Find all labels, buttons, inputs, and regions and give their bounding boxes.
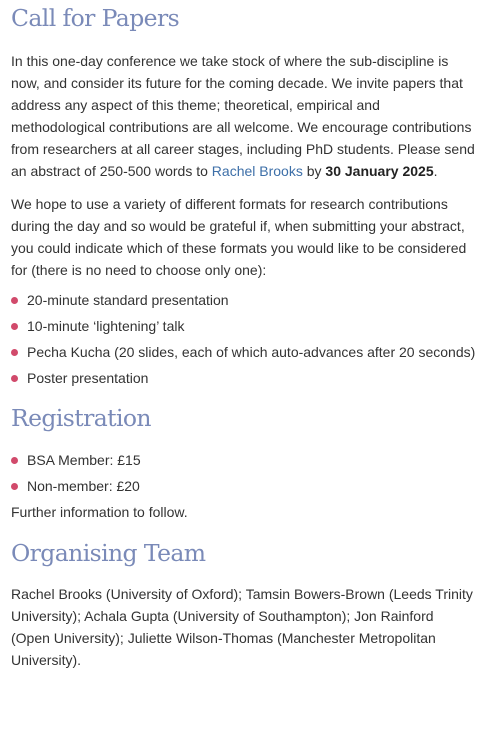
- bullet-icon: [11, 375, 18, 382]
- registration-note: Further information to follow.: [11, 504, 188, 520]
- intro-text-by: by: [302, 163, 326, 179]
- bullet-icon: [11, 323, 18, 330]
- bullet-icon: [11, 483, 18, 490]
- format-label: 10-minute ‘lightening’ talk: [27, 318, 185, 334]
- organising-team-members: Rachel Brooks (University of Oxford); Tamsin Bowers-Brown (Leeds Trinity University); Achala Gupta (University of Southampton); Jon Rainford (Open University); Juliette Wilson-Thomas (Manchester Metropolitan University).: [11, 586, 473, 668]
- call-for-papers-heading: Call for Papers: [11, 4, 180, 32]
- list-item: [11, 315, 476, 337]
- list-item: [11, 341, 476, 363]
- list-item: [11, 449, 476, 471]
- registration-heading: Registration: [11, 404, 151, 432]
- fee-label: BSA Member: £15: [27, 452, 141, 468]
- formats-list: [11, 289, 476, 389]
- deadline-date: 30 January 2025: [325, 163, 434, 179]
- fees-list: [11, 449, 476, 497]
- organising-team-heading: Organising Team: [11, 539, 206, 567]
- format-label: 20-minute standard presentation: [27, 292, 229, 308]
- format-label: Poster presentation: [27, 370, 149, 386]
- format-label: Pecha Kucha (20 slides, each of which auto-advances after 20 seconds): [27, 344, 476, 360]
- list-item: [11, 289, 476, 311]
- formats-intro: We hope to use a variety of different formats for research contributions during the day and so would be grateful if, when submitting your abstract, you could indicate which of these formats you would like to be considered for (there is no need to choose only one):: [11, 196, 467, 278]
- call-for-papers-intro: [11, 50, 476, 182]
- intro-text-end: .: [433, 163, 438, 179]
- list-item: [11, 475, 476, 497]
- contact-link-rachel-brooks[interactable]: Rachel Brooks: [211, 163, 303, 179]
- intro-text: In this one-day conference we take stock of where the sub-discipline is now, and consider its future for the coming decade. We invite papers that address any aspect of this theme; theoretical, empirical and methodological contributions are all welcome. We encourage contributions from researchers at all career stages, including PhD students. Please send an abstract of 250-500 words to: [11, 53, 475, 179]
- bullet-icon: [11, 457, 18, 464]
- bullet-icon: [11, 297, 18, 304]
- fee-label: Non-member: £20: [27, 478, 140, 494]
- bullet-icon: [11, 349, 18, 356]
- list-item: [11, 367, 476, 389]
